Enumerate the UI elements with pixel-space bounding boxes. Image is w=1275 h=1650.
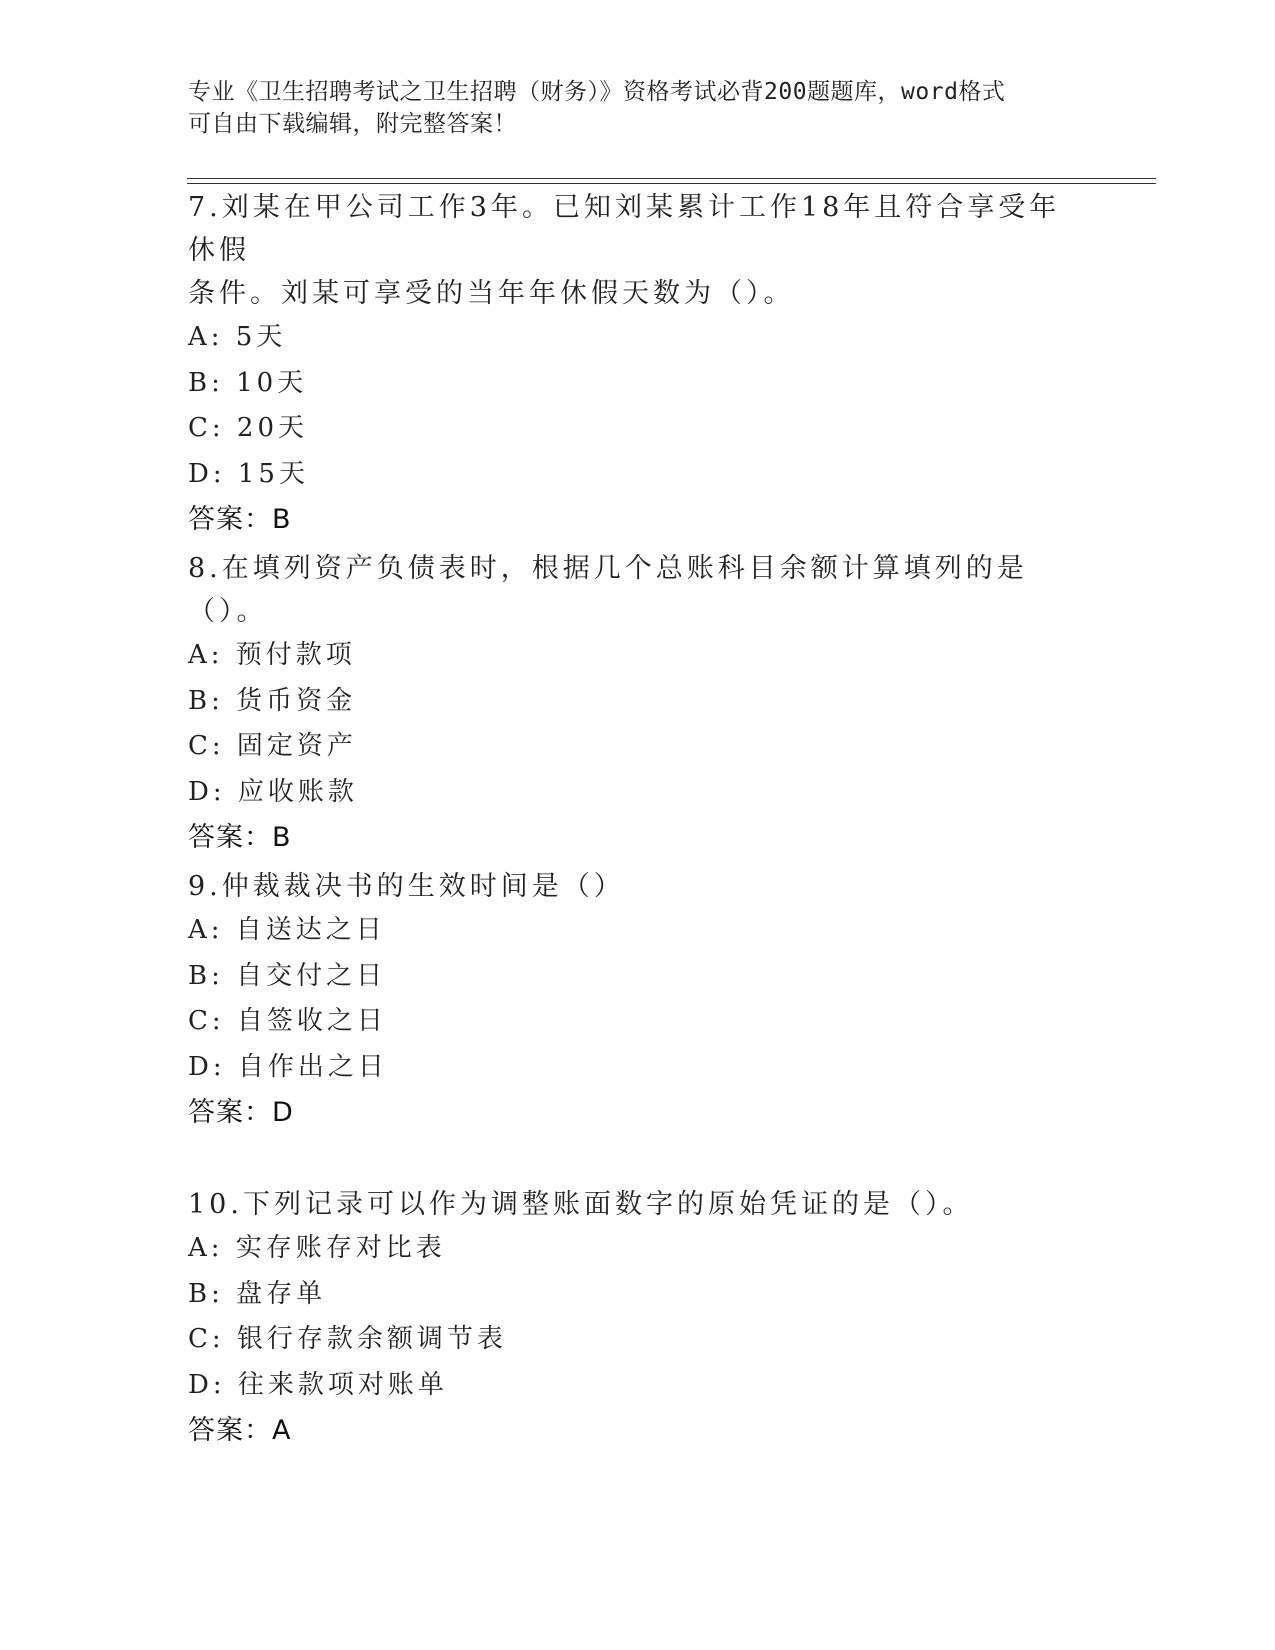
answer: 答案：B xyxy=(188,504,292,535)
option-a: A: 5天 xyxy=(188,322,287,352)
header-line-2: 可自由下载编辑，附完整答案！ xyxy=(188,111,517,137)
option-d: D: 往来款项对账单 xyxy=(188,1369,448,1400)
question-stem: 9.仲裁裁决书的生效时间是（） xyxy=(188,871,625,902)
option-b: B: 10天 xyxy=(188,367,308,398)
question-7 xyxy=(188,186,1088,542)
question-stem: 7.刘某在甲公司工作3年。已知刘某累计工作18年且符合享受年休假 xyxy=(188,192,1061,266)
answer: 答案：D xyxy=(188,1097,294,1128)
question-10 xyxy=(188,1183,1088,1453)
question-stem: 8.在填列资产负债表时，根据几个总账科目余额计算填列的是（）。 xyxy=(188,553,1028,627)
option-c: C: 自签收之日 xyxy=(188,1006,387,1036)
option-d: D: 自作出之日 xyxy=(188,1051,388,1082)
option-b: B: 货币资金 xyxy=(188,685,357,716)
header-line-1: 专业《卫生招聘考试之卫生招聘（财务）》资格考试必背200题题库，word格式 xyxy=(188,79,1006,105)
option-c: C: 银行存款余额调节表 xyxy=(188,1324,507,1354)
option-d: D: 15天 xyxy=(188,458,309,489)
question-stem: 10.下列记录可以作为调整账面数字的原始凭证的是（）。 xyxy=(188,1189,974,1220)
option-a: A: 预付款项 xyxy=(188,640,356,670)
header-divider-bottom xyxy=(187,183,1156,184)
question-8 xyxy=(188,547,1088,860)
document-header xyxy=(188,76,1088,140)
header-divider-top xyxy=(187,178,1156,179)
question-9 xyxy=(188,865,1088,1135)
option-b: B: 自交付之日 xyxy=(188,960,387,991)
answer: 答案：B xyxy=(188,822,292,853)
option-a: A: 自送达之日 xyxy=(188,915,386,945)
answer: 答案：A xyxy=(188,1415,292,1446)
option-b: B: 盘存单 xyxy=(188,1278,327,1309)
option-a: A: 实存账存对比表 xyxy=(188,1233,446,1263)
option-c: C: 固定资产 xyxy=(188,731,357,761)
option-c: C: 20天 xyxy=(188,413,309,443)
question-stem-continued: 条件。刘某可享受的当年年休假天数为（）。 xyxy=(188,278,795,309)
option-d: D: 应收账款 xyxy=(188,776,358,807)
